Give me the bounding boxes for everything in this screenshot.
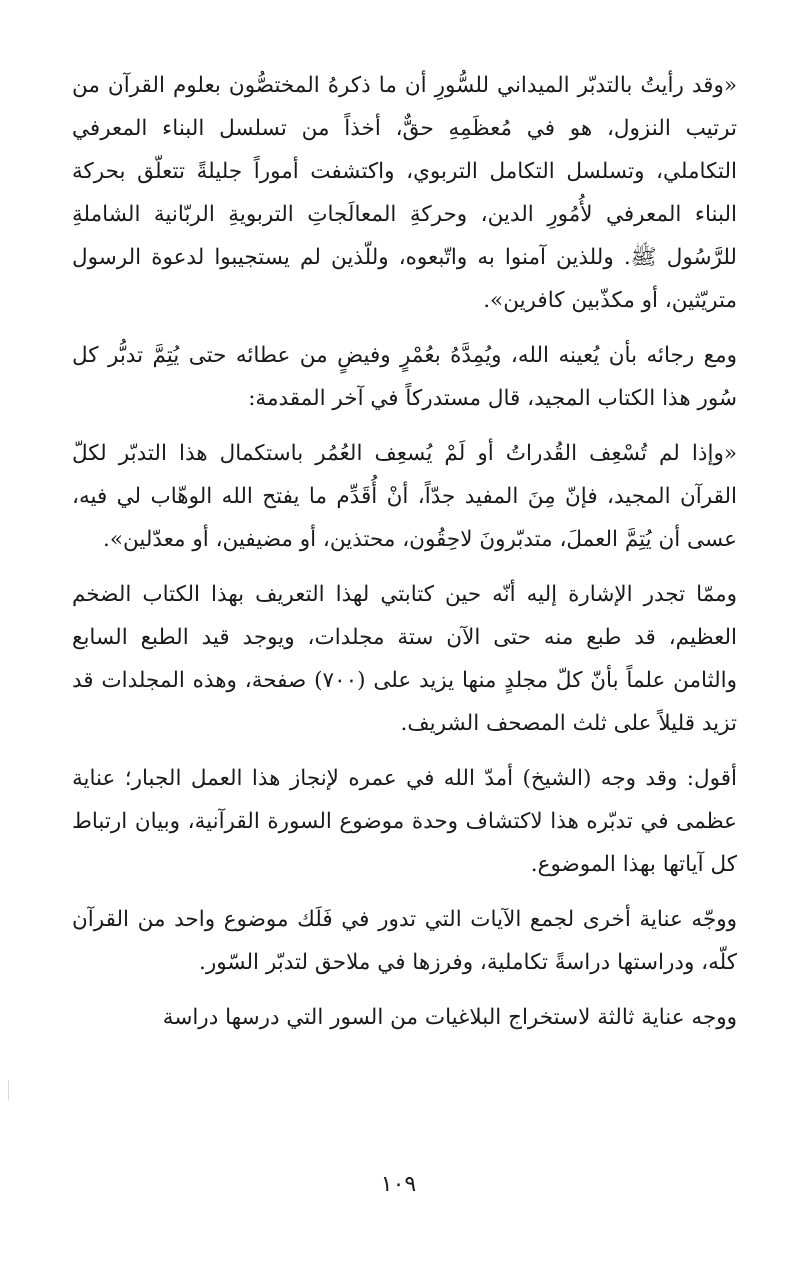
paragraph-rhetoric: ووجه عناية ثالثة لاستخراج البلاغيات من السور التي درسها دراسة xyxy=(162,1005,737,1030)
paragraph-author-hope: ومع رجائه بأن يُعينه الله، ويُمِدَّهُ بعُمْرٍ وفيضٍ من عطائه حتى يُتِمَّ تدبُّر كل سُور هذا الكتاب المجيد، قال مستدركاً في آخر المقدمة: xyxy=(72,343,737,411)
page-edge-mark xyxy=(8,1080,9,1100)
page-body-text xyxy=(72,64,737,1051)
paragraph-quote-completion: «وإذا لم تُسْعِف القُدراتُ أو لَمْ يُسعِف العُمُر باستكمال هذا التدبّر لكلّ القرآن المجيد، فإنّ مِنَ المفيد جدّاً، أنْ أُقَدِّم ما يفتح الله الوهّاب لي فيه، عسى أن يُتِمَّ العملَ، متدبّرونَ لاحِقُون، محتذين، أو مضيفين، أو معدّلين». xyxy=(72,441,737,552)
paragraph-volumes-printed: وممّا تجدر الإشارة إليه أنّه حين كتابتي لهذا التعريف بهذا الكتاب الضخم العظيم، قد طبع منه حتى الآن ستة مجلدات، ويوجد قيد الطبع السابع والثامن علماً بأنّ كلّ مجلدٍ منها يزيد على (٧٠٠) صفحة، وهذه المجلدات قد تزيد قليلاً على ثلث المصحف الشريف. xyxy=(72,582,737,736)
paragraph-surah-unity: أقول: وقد وجه (الشيخ) أمدّ الله في عمره لإنجاز هذا العمل الجبار؛ عناية عظمى في تدبّره هذا لاكتشاف وحدة موضوع السورة القرآنية، وبيان ارتباط كل آياتها بهذا الموضوع. xyxy=(72,766,737,877)
page-number: ١٠٩ xyxy=(380,1172,417,1197)
paragraph-quote-revelation-order: «وقد رأيتُ بالتدبّر الميداني للسُّورِ أن ما ذكرهُ المختصُّون بعلوم القرآن من ترتيب النزول، هو في مُعظَمِهِ حقٌّ، أخذاً من تسلسل البناء المعرفي التكاملي، وتسلسل التكامل التربوي، واكتشفت أموراً جليلةً تتعلّق بحركة البناء المعرفي لأُمُورِ الدين، وحركةِ المعالَجاتِ التربويةِ الربّانية الشاملةِ للرَّسُول ﷺ. وللذين آمنوا به واتّبعوه، وللّذين لم يستجيبوا لدعوة الرسول متريّثين، أو مكذّبين كافرين». xyxy=(72,73,737,313)
paragraph-thematic-verses: ووجّه عناية أخرى لجمع الآيات التي تدور في فَلَك موضوع واحد من القرآن كلّه، ودراستها دراسةً تكاملية، وفرزها في ملاحق لتدبّر السّور. xyxy=(72,907,737,975)
